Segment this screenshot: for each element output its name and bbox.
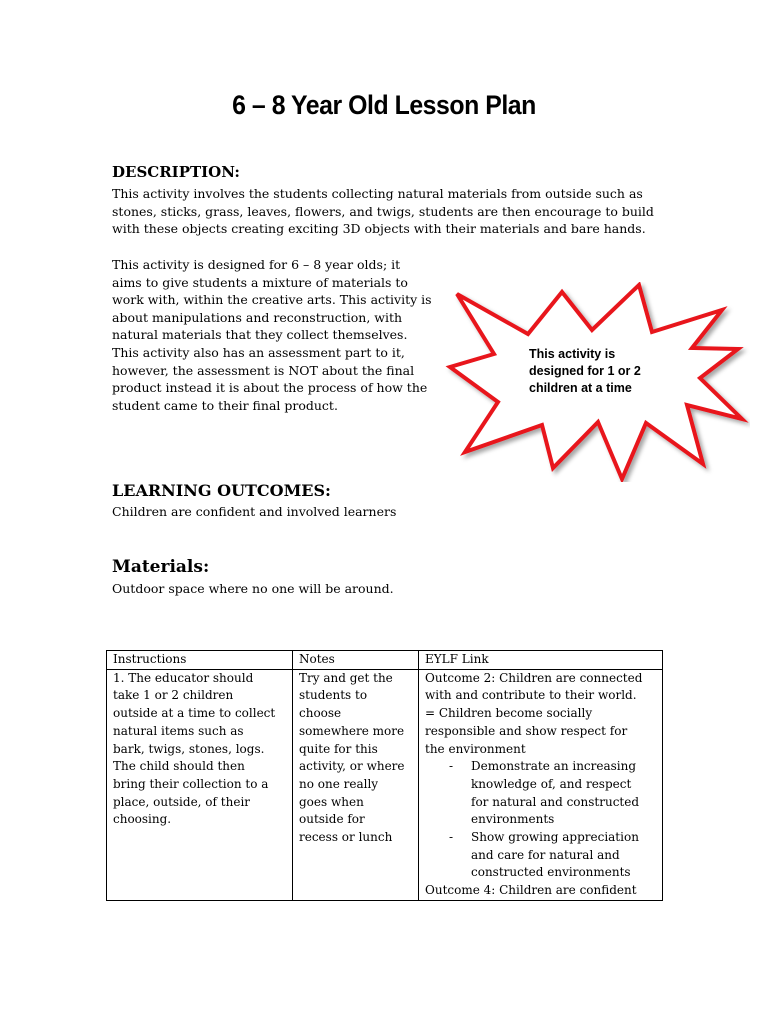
callout-line: children at a time bbox=[529, 381, 632, 395]
text-line: environments bbox=[471, 812, 555, 827]
text-line: constructed environments bbox=[471, 865, 631, 880]
text-line: choosing. bbox=[113, 812, 172, 827]
text-line: the environment bbox=[425, 741, 526, 756]
callout-line: designed for 1 or 2 bbox=[529, 364, 641, 378]
text-line: place, outside, of their bbox=[113, 794, 251, 809]
text-line: somewhere more bbox=[299, 723, 405, 738]
description-heading: DESCRIPTION: bbox=[112, 163, 240, 181]
header-instructions: Instructions bbox=[107, 651, 293, 670]
materials-heading: Materials: bbox=[112, 557, 210, 577]
callout-line: This activity is bbox=[529, 347, 616, 361]
text-line: with and contribute to their world. bbox=[425, 688, 637, 703]
text-line: Outcome 2: Children are connected bbox=[425, 670, 643, 685]
text-line: however, the assessment is NOT about the final bbox=[112, 362, 415, 378]
text-line: natural materials that they collect themselves. bbox=[112, 327, 408, 343]
learning-outcomes-heading: LEARNING OUTCOMES: bbox=[112, 481, 331, 500]
header-notes: Notes bbox=[293, 651, 419, 670]
text-line: natural items such as bbox=[113, 723, 244, 738]
text-line: activity, or where bbox=[299, 759, 405, 774]
text-line: outside at a time to collect bbox=[113, 706, 276, 721]
text-line: This activity involves the students collecting natural materials from outside such as bbox=[112, 186, 643, 201]
callout-text bbox=[529, 346, 669, 397]
text-line: Outcome 4: Children are confident bbox=[425, 883, 637, 898]
eylf-bullet-list bbox=[425, 758, 656, 882]
text-line: take 1 or 2 children bbox=[113, 688, 234, 703]
description-paragraph-1 bbox=[112, 185, 654, 238]
text-line: This activity also has an assessment part to it, bbox=[112, 344, 405, 360]
text-line: knowledge of, and respect bbox=[471, 776, 632, 791]
text-line: This activity is designed for 6 – 8 year olds; it bbox=[112, 257, 401, 272]
text-line: about manipulations and reconstruction, with bbox=[112, 309, 403, 325]
text-line: stones, sticks, grass, leaves, flowers, and twigs, students are then encourage to build bbox=[112, 203, 654, 219]
text-line: - Show growing appreciation bbox=[471, 830, 639, 845]
text-line: bark, twigs, stones, logs. bbox=[113, 741, 265, 756]
text-line: student came to their final product. bbox=[112, 397, 338, 413]
instructions-cell bbox=[107, 669, 293, 900]
text-line: The child should then bbox=[113, 759, 245, 774]
notes-cell bbox=[293, 669, 419, 900]
text-line: - Demonstrate an increasing bbox=[471, 759, 637, 774]
table-row bbox=[107, 669, 663, 900]
text-line: 1. The educator should bbox=[113, 670, 254, 685]
page-title: 6 – 8 Year Old Lesson Plan bbox=[232, 90, 536, 120]
text-line: work with, within the creative arts. This activity is bbox=[112, 292, 432, 308]
text-line: quite for this bbox=[299, 741, 378, 756]
text-line: outside for bbox=[299, 812, 365, 827]
description-paragraph-2 bbox=[112, 256, 432, 414]
text-line: = Children become socially bbox=[425, 706, 593, 721]
materials-text: Outdoor space where no one will be around. bbox=[112, 581, 394, 596]
text-line: no one really bbox=[299, 776, 379, 791]
text-line: aims to give students a mixture of materials to bbox=[112, 274, 408, 290]
text-line: product instead it is about the process of how the bbox=[112, 380, 428, 396]
text-line: for natural and constructed bbox=[471, 794, 640, 809]
eylf-link-cell bbox=[419, 669, 663, 900]
text-line: choose bbox=[299, 706, 342, 721]
text-line: with these objects creating exciting 3D objects with their materials and bare hands. bbox=[112, 221, 646, 237]
learning-outcomes-text: Children are confident and involved learners bbox=[112, 504, 397, 519]
text-line: recess or lunch bbox=[299, 830, 393, 845]
list-item bbox=[425, 829, 656, 882]
text-line: students to bbox=[299, 688, 368, 703]
text-line: responsible and show respect for bbox=[425, 723, 628, 738]
table-header-row bbox=[107, 651, 663, 670]
text-line: bring their collection to a bbox=[113, 776, 269, 791]
lesson-plan-table bbox=[106, 650, 663, 901]
text-line: Try and get the bbox=[299, 670, 393, 685]
header-eylf-link: EYLF Link bbox=[419, 651, 663, 670]
text-line: and care for natural and bbox=[471, 847, 620, 862]
list-item bbox=[425, 758, 656, 829]
text-line: goes when bbox=[299, 794, 364, 809]
